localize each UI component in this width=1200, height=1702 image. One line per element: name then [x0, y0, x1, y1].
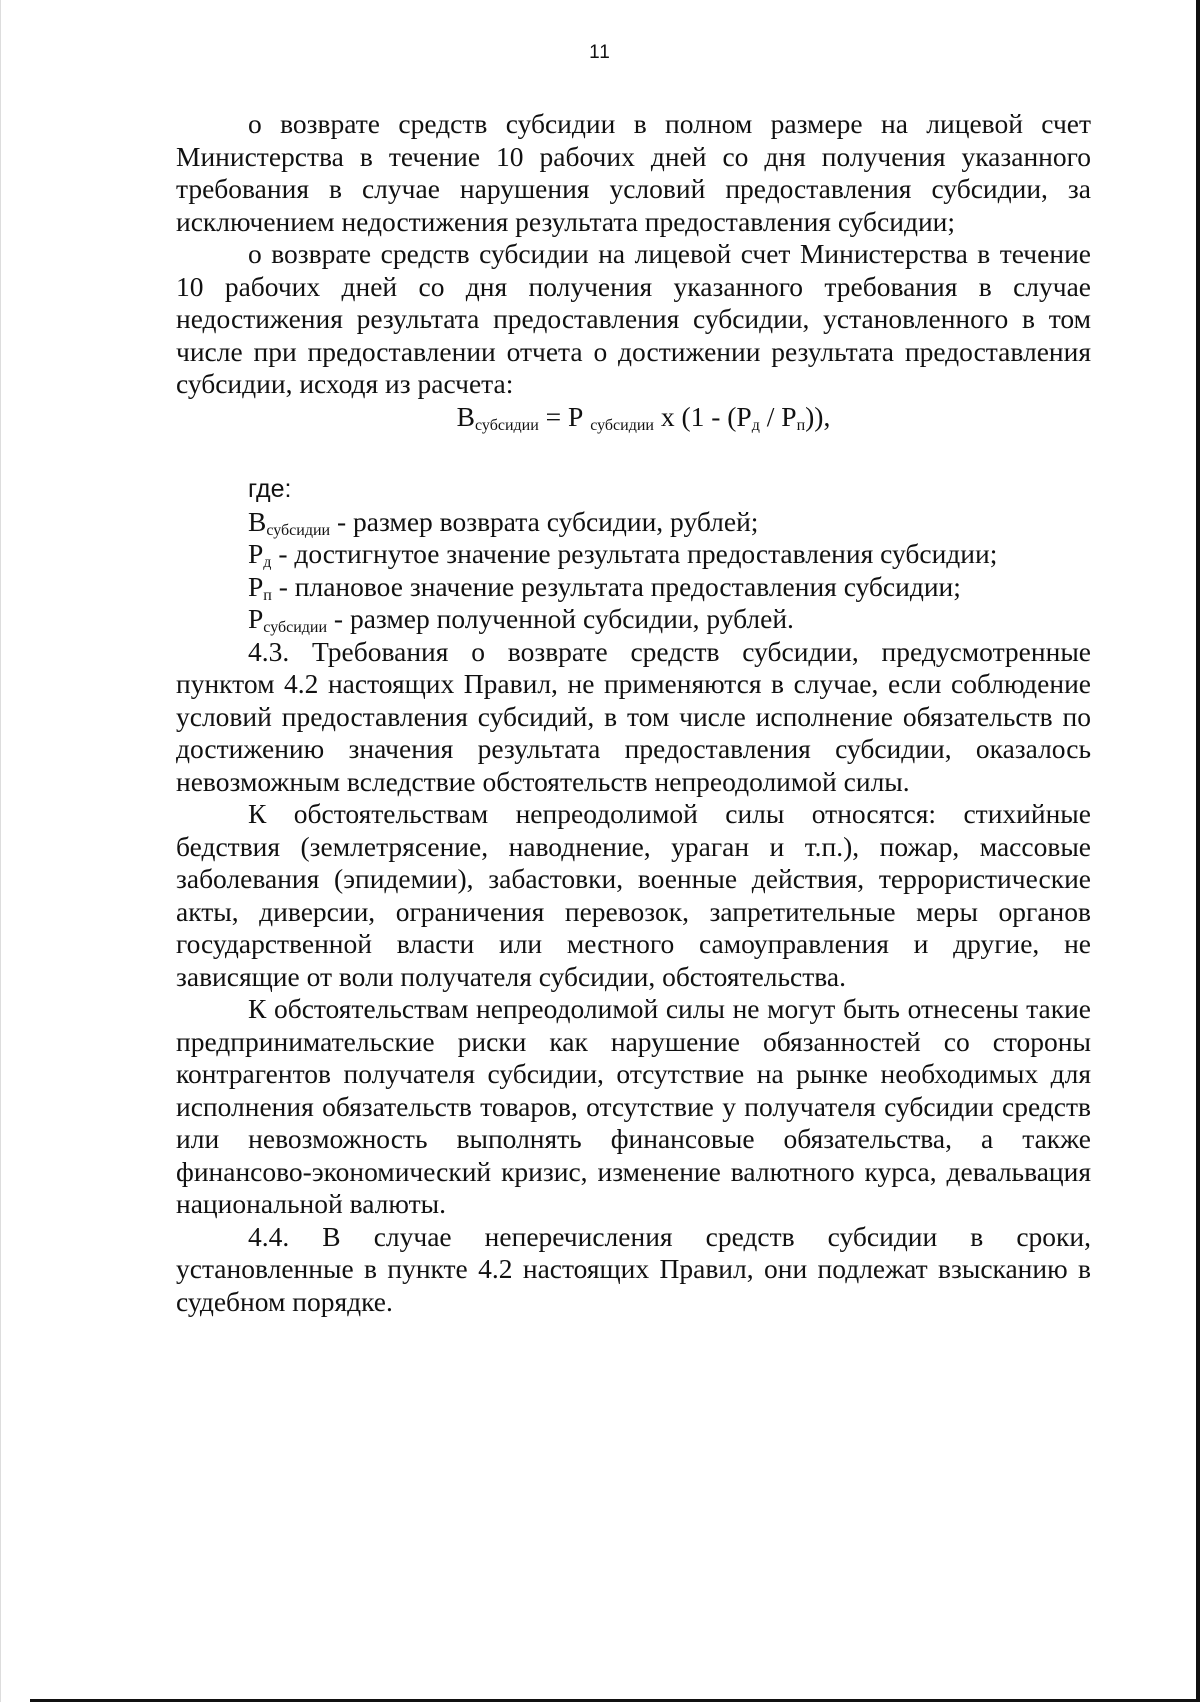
definition-symbol: Р — [248, 538, 264, 569]
definition-p-subsidy — [176, 603, 1091, 636]
formula-tail-2: / Р — [759, 400, 797, 432]
formula-p-subscript: субсидии — [590, 416, 654, 434]
paragraph-force-majeure-list: К обстоятельствам непреодолимой силы относятся: стихийные бедствия (землетрясение, наводнение, ураган и т.п.), пожар, массовые заболевания (эпидемии), забастовки, военные действия, террористические акты, диверсии, ограничения перевозок, запретительные меры органов государственной власти или местного самоуправления и другие, не зависящие от воли получателя субсидии, обстоятельства. — [176, 798, 1091, 992]
document-body — [176, 108, 1091, 1318]
definition-subscript: п — [263, 586, 272, 604]
page-number: 11 — [589, 42, 611, 63]
definition-text: - размер возврата субсидии, рублей; — [330, 505, 759, 537]
definition-subscript: д — [263, 554, 272, 571]
refund-formula — [186, 401, 1101, 434]
definition-p-achieved — [176, 538, 1091, 571]
formula-b-subscript: субсидии — [475, 416, 539, 434]
scan-right-border — [1196, 0, 1200, 1702]
definition-symbol: Р — [248, 570, 264, 602]
definition-text: - достигнутое значение результата предоставления субсидии; — [271, 538, 998, 569]
scan-left-edge — [0, 0, 1, 1702]
formula-p-symbol: Р — [568, 400, 584, 432]
paragraph-force-majeure-exclusions: К обстоятельствам непреодолимой силы не могут быть отнесены такие предпринимательские риски как нарушение обязанностей со стороны контрагентов получателя субсидии, отсутствие на рынке необходимых для исполнения обязательств товаров, отсутствие у получателя субсидии средств или невозможность выполнять финансовые обязательства, а также финансово-экономический кризис, изменение валютного курса, девальвация национальной валюты. — [176, 993, 1091, 1219]
paragraph-4-3: 4.3. Требования о возврате средств субсидии, предусмотренные пунктом 4.2 настоящих Правил, не применяются в случае, если соблюдение условий предоставления субсидий, в том числе исполнение обязательств по достижению значения результата предоставления субсидии, оказалось невозможным вследствие обстоятельств непреодолимой силы. — [176, 635, 1091, 797]
definition-subscript: субсидии — [266, 521, 331, 539]
where-label: где: — [248, 475, 292, 503]
paragraph-refund-calculation: о возврате средств субсидии на лицевой счет Министерства в течение 10 рабочих дней со дня получения указанного требования в случае недостижения результата предоставления субсидии, установленного в том числе при предоставлении отчета о достижении результата предоставления субсидии, исходя из расчета: — [176, 238, 1091, 399]
formula-pp-subscript: п — [796, 416, 806, 434]
formula-tail-3: )), — [805, 400, 831, 432]
formula-equals: = — [538, 400, 569, 432]
definition-p-planned — [176, 571, 1091, 604]
definition-text: - плановое значение результата предоставления субсидии; — [271, 570, 961, 602]
definition-b-subsidy — [176, 506, 1091, 539]
definition-symbol: В — [248, 505, 267, 537]
definition-symbol: Р — [248, 603, 264, 634]
definition-subscript: субсидии — [263, 619, 328, 636]
definition-text: - размер полученной субсидии, рублей. — [327, 603, 794, 634]
formula-pd-subscript: д — [751, 416, 760, 434]
formula-b-symbol: В — [456, 400, 476, 432]
formula-tail-1: х (1 - (Р — [653, 400, 752, 432]
paragraph-4-4: 4.4. В случае неперечисления средств субсидии в сроки, установленные в пункте 4.2 настоящих Правил, они подлежат взысканию в судебном порядке. — [176, 1220, 1091, 1317]
paragraph-refund-full: о возврате средств субсидии в полном размере на лицевой счет Министерства в течение 10 рабочих дней со дня получения указанного требования в случае нарушения условий предоставления субсидии, за исключением недостижения результата предоставления субсидии; — [176, 108, 1091, 237]
